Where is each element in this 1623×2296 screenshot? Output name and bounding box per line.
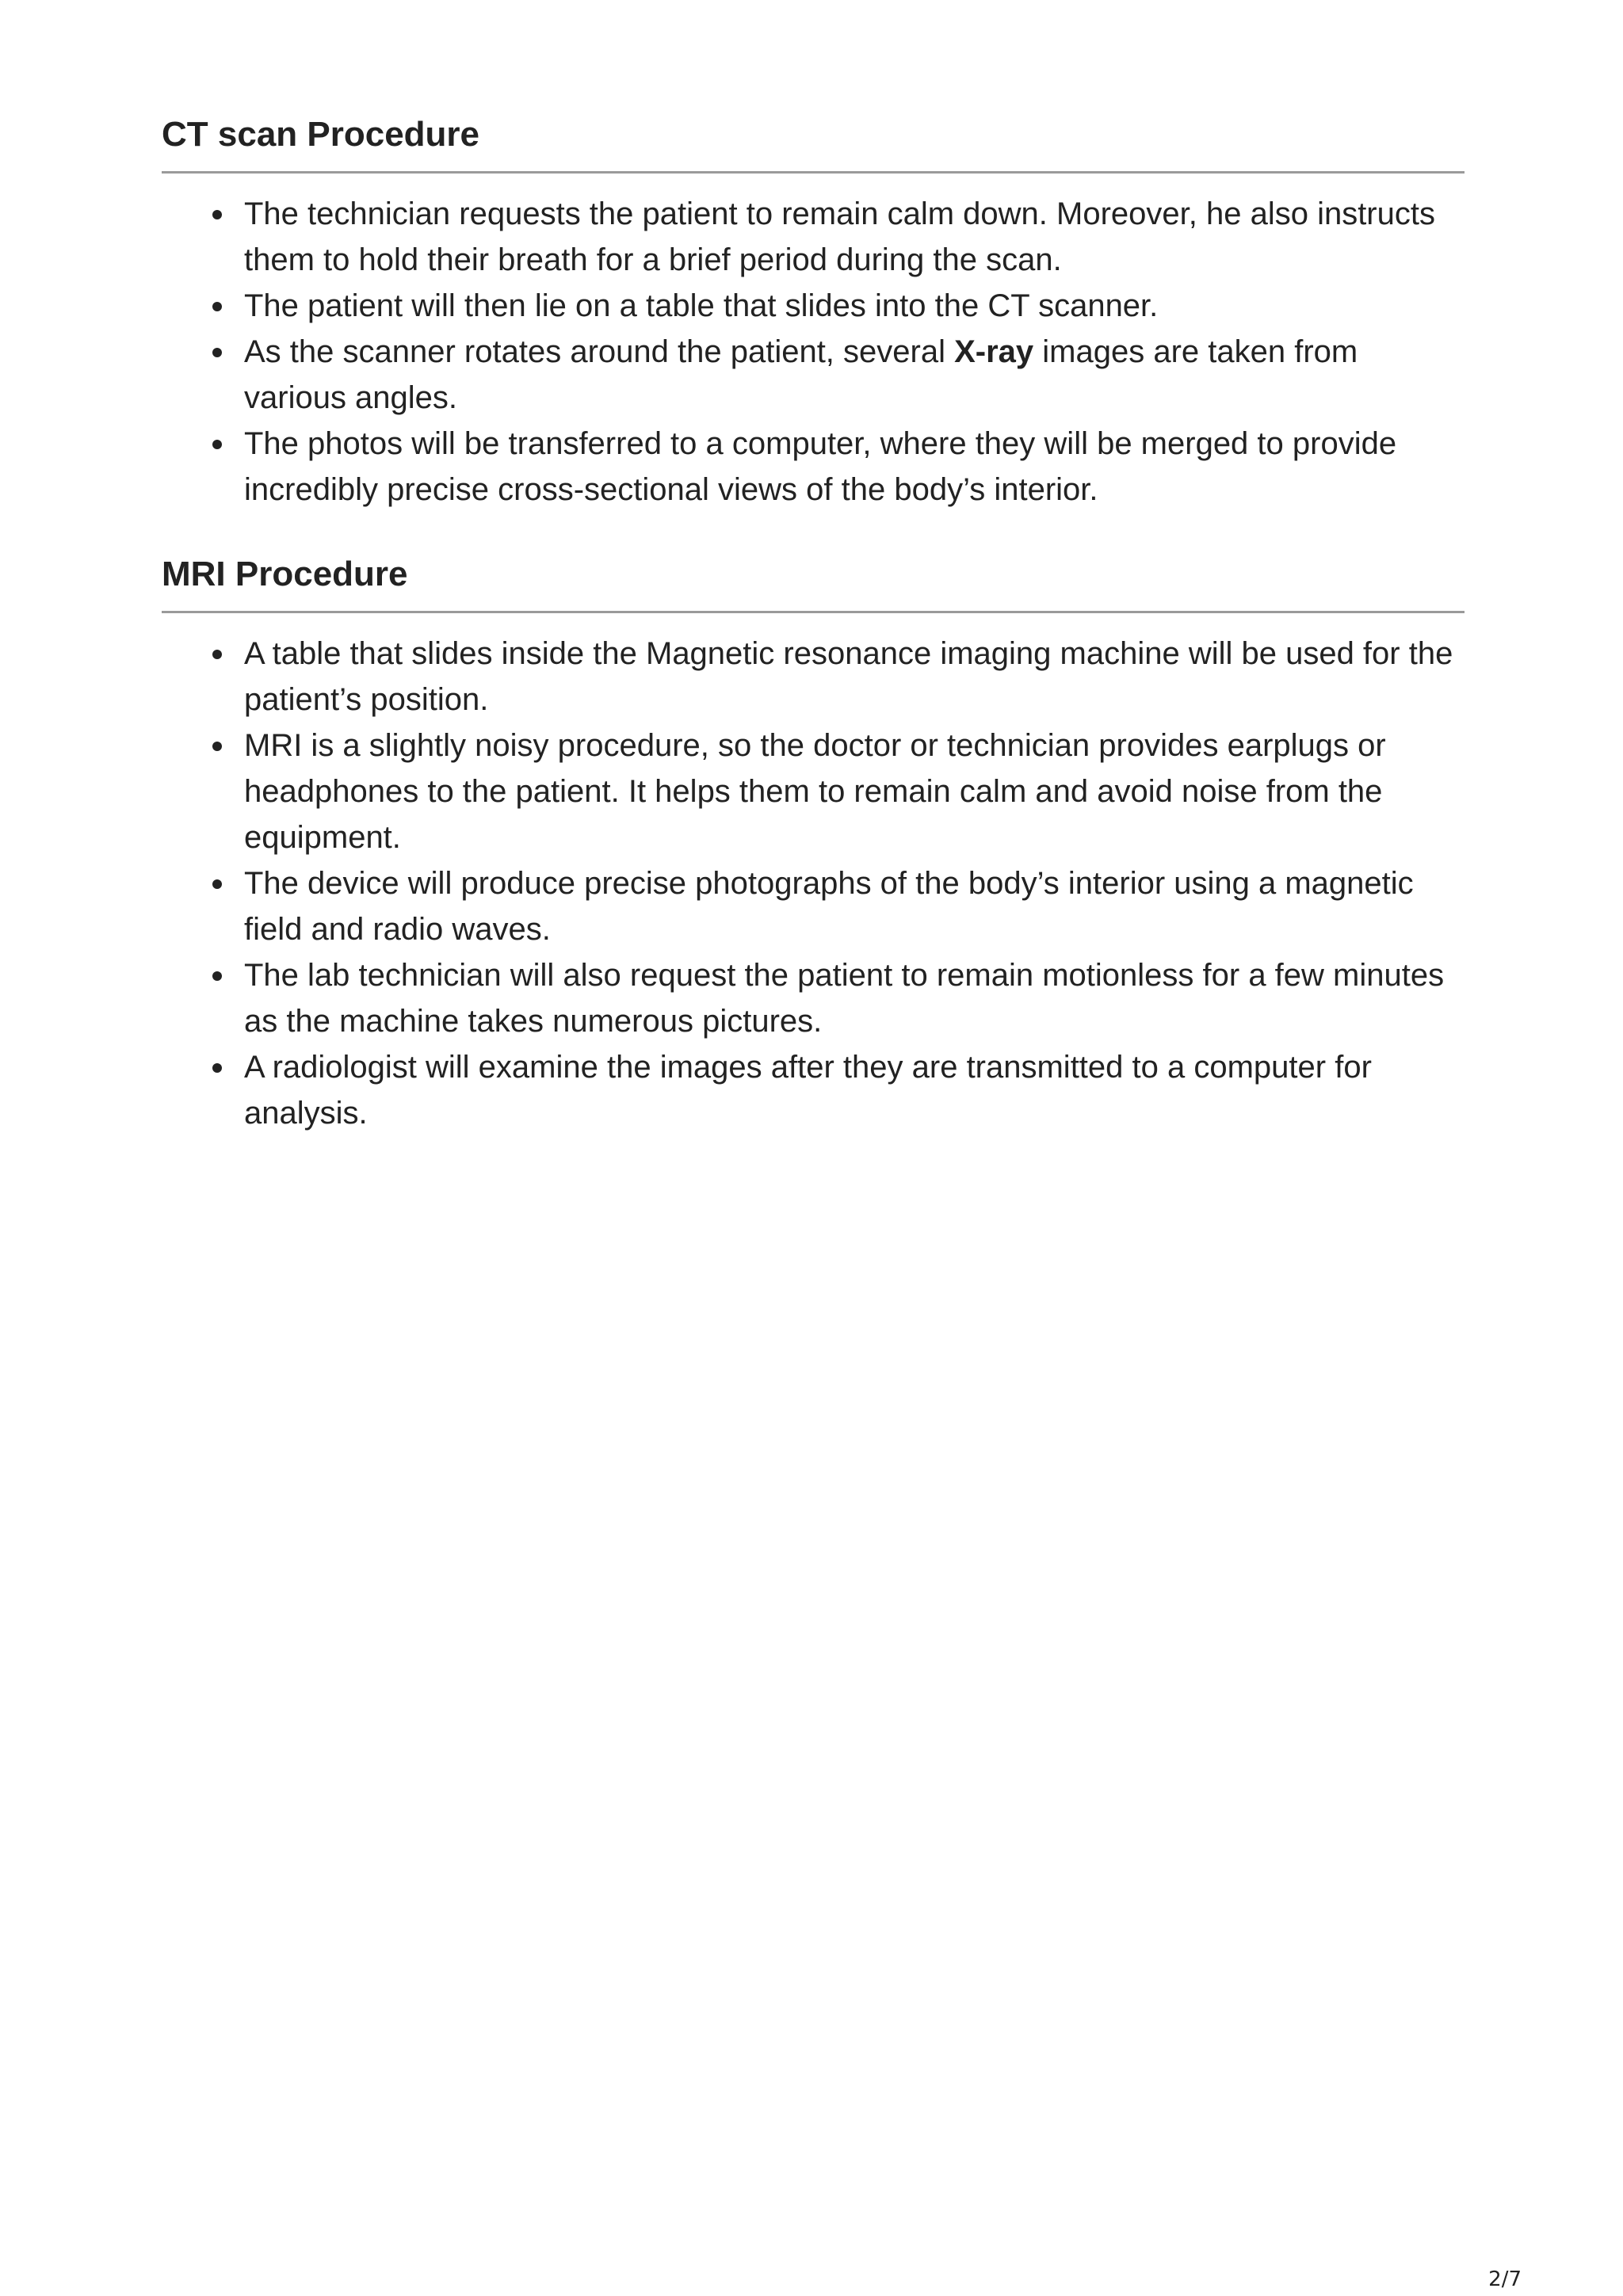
page-number: 2/7 <box>1488 2267 1522 2291</box>
list-item: MRI is a slightly noisy procedure, so the doctor or technician provides earplugs or headphones to the patient. It helps them to remain calm and avoid noise from the equipment. <box>244 723 1465 860</box>
page-content <box>162 109 1465 1136</box>
list-item: The lab technician will also request the patient to remain motionless for a few minutes as the machine takes numerous pictures. <box>244 952 1465 1044</box>
list-item-text: images are taken from various angles. <box>244 334 1358 415</box>
list-item: A table that slides inside the Magnetic resonance imaging machine will be used for the patient’s position. <box>244 631 1465 723</box>
list-item: The device will produce precise photographs of the body’s interior using a magnetic field and radio waves. <box>244 860 1465 952</box>
ct-scan-section <box>162 109 1465 513</box>
list-item: The technician requests the patient to remain calm down. Moreover, he also instructs them to hold their breath for a brief period during the scan. <box>244 191 1465 283</box>
list-item: The photos will be transferred to a computer, where they will be merged to provide incredibly precise cross-sectional views of the body’s interior. <box>244 421 1465 513</box>
list-item <box>244 329 1465 421</box>
mri-list <box>162 631 1465 1136</box>
x-ray-bold-text: X-ray <box>954 334 1034 369</box>
list-item-text: As the scanner rotates around the patient, several <box>244 334 955 369</box>
list-item: A radiologist will examine the images after they are transmitted to a computer for analysis. <box>244 1044 1465 1136</box>
mri-section <box>162 549 1465 1136</box>
mri-heading: MRI Procedure <box>162 549 1465 613</box>
ct-scan-heading: CT scan Procedure <box>162 109 1465 174</box>
list-item: The patient will then lie on a table that slides into the CT scanner. <box>244 283 1465 329</box>
ct-scan-list <box>162 191 1465 513</box>
